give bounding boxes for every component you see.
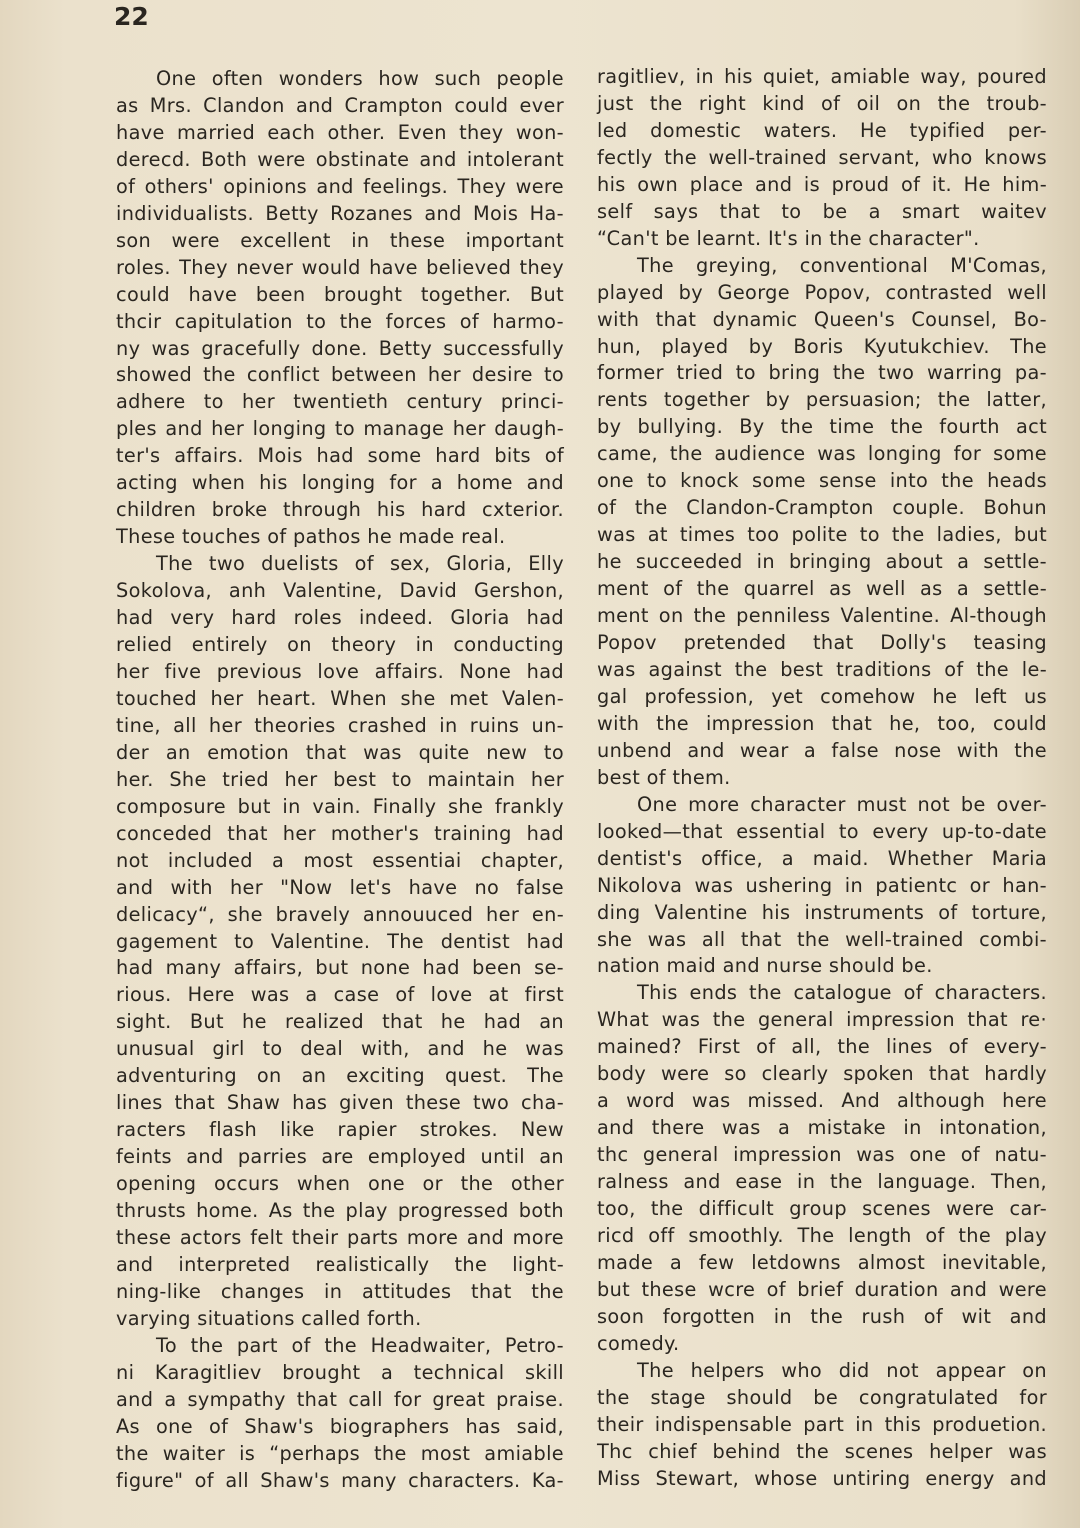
text-line: acting when his longing for a home and (116, 471, 564, 495)
text-line: rents together by persuasion; the latter, (597, 388, 1047, 412)
text-line: tine, all her theories crashed in ruins un- (116, 713, 564, 737)
paragraph (597, 980, 1047, 1357)
text-line: thc general impression was one of natu- (597, 1143, 1047, 1167)
text-line: the waiter is “perhaps the most amiable (116, 1441, 564, 1465)
text-line: adhere to her twentieth century princi- (116, 390, 564, 414)
text-line: lines that Shaw has given these two cha- (116, 1091, 564, 1115)
text-line: was against the best traditions of the le- (597, 657, 1047, 681)
text-line: Nikolova was ushering in patientc or han- (597, 873, 1047, 897)
text-line: her. She tried her best to maintain her (116, 767, 564, 791)
text-line: “Can't be learnt. It's in the character". (597, 226, 980, 250)
text-line: unusual girl to deal with, and he was (116, 1037, 564, 1061)
text-line: had very hard roles indeed. Gloria had (116, 606, 564, 630)
text-line: he succeeded in bringing about a settle- (597, 550, 1047, 574)
text-line: was at times too polite to the ladies, but (597, 523, 1047, 547)
paragraph (116, 551, 564, 1333)
text-line: played by George Popov, contrasted well (597, 280, 1047, 304)
text-line: and there was a mistake in intonation, (597, 1116, 1047, 1140)
text-line: self says that to be a smart waitev (597, 199, 1047, 223)
text-line: best of them. (597, 765, 731, 789)
text-line: Popov pretended that Dolly's teasing (597, 631, 1047, 655)
text-line: ding Valentine his instruments of torture, (597, 900, 1047, 924)
text-line: hun, played by Boris Kyutukchiev. The (597, 334, 1047, 358)
text-line: One often wonders how such people (156, 67, 564, 90)
text-line: This ends the catalogue of characters. (637, 981, 1047, 1005)
text-line: dentist's office, a maid. Whether Maria (597, 846, 1047, 870)
text-line: his own place and is proud of it. He him- (597, 172, 1047, 196)
right-column (597, 64, 1047, 1493)
text-line: and a sympathy that call for great praise. (116, 1387, 564, 1411)
text-line: The greying, conventional M'Comas, (637, 253, 1047, 277)
text-line: thcir capitulation to the forces of harmo- (116, 309, 564, 333)
text-line: but these wcre of brief duration and were (597, 1277, 1047, 1301)
text-line: Sokolova, anh Valentine, David Gershon, (116, 579, 564, 603)
text-line: son were excellent in these important (116, 228, 564, 252)
text-line: ny was gracefully done. Betty successfully (116, 336, 564, 360)
text-line: her five previous love affairs. None had (116, 659, 564, 683)
text-line: their indispensable part in this produetion. (597, 1412, 1047, 1436)
text-line: thrusts home. As the play progressed both (116, 1199, 564, 1223)
text-line: ragitliev, in his quiet, amiable way, poured (597, 65, 1047, 88)
text-line: children broke through his hard cxterior. (116, 498, 564, 522)
text-line: led domestic waters. He typified per- (597, 118, 1047, 142)
paragraph (597, 792, 1047, 981)
text-line: showed the conflict between her desire to (116, 363, 564, 387)
text-line: as Mrs. Clandon and Crampton could ever (116, 93, 564, 117)
text-line: not included a most essentiai chapter, (116, 848, 564, 872)
text-line: and with her "Now let's have no false (116, 875, 564, 899)
text-line: could have been brought together. But (116, 282, 564, 306)
text-line: These touches of pathos he made real. (116, 525, 506, 549)
text-line: der an emotion that was quite new to (116, 740, 564, 764)
text-line: varying situations called forth. (116, 1306, 422, 1330)
text-line: ment of the quarrel as well as a settle- (597, 577, 1047, 601)
text-line: body were so clearly spoken that hardly (597, 1062, 1047, 1086)
text-line: relied entirely on theory in conducting (116, 633, 564, 657)
text-line: just the right kind of oil on the troub- (597, 91, 1047, 115)
text-line: of the Clandon-Crampton couple. Bohun (597, 496, 1047, 520)
text-line: ralness and ease in the language. Then, (597, 1170, 1047, 1194)
paragraph (116, 1333, 564, 1495)
text-line: have married each other. Even they won- (116, 120, 564, 144)
text-line: touched her heart. When she met Valen- (116, 686, 564, 710)
text-line: too, the difficult group scenes were car- (597, 1197, 1047, 1221)
text-line: ning-like changes in attitudes that the (116, 1279, 564, 1303)
text-line: To the part of the Headwaiter, Petro- (156, 1333, 564, 1357)
paragraph (116, 66, 564, 551)
text-line: ples and her longing to manage her daugh- (116, 417, 564, 441)
text-line: by bullying. By the time the fourth act (597, 415, 1047, 439)
paragraph (597, 64, 1047, 253)
text-line: ter's affairs. Mois had some hard bits of (116, 444, 564, 468)
text-line: racters flash like rapier strokes. New (116, 1118, 564, 1142)
text-line: One more character must not be over- (637, 792, 1047, 816)
text-line: ricd off smoothly. The length of the play (597, 1223, 1047, 1247)
text-line: What was the general impression that re· (597, 1008, 1047, 1032)
text-line: As one of Shaw's biographers has said, (116, 1414, 564, 1438)
paragraph (597, 1358, 1047, 1493)
text-line: soon forgotten in the rush of wit and (597, 1304, 1047, 1328)
text-line: comedy. (597, 1331, 680, 1355)
text-line: looked—that essential to every up-to-date (597, 819, 1047, 843)
text-line: derecd. Both were obstinate and intolerant (116, 147, 564, 171)
text-line: a word was missed. And although here (597, 1089, 1047, 1113)
text-line: conceded that her mother's training had (116, 821, 564, 845)
page-number: 22 (114, 2, 149, 31)
text-line: unbend and wear a false nose with the (597, 738, 1047, 762)
text-line: figure" of all Shaw's many characters. Ka- (116, 1468, 564, 1492)
text-line: mained? First of all, the lines of every- (597, 1035, 1047, 1059)
text-line: had many affairs, but none had been se- (116, 956, 564, 980)
text-line: nation maid and nurse should be. (597, 954, 933, 978)
text-line: she was all that the well-trained combi- (597, 927, 1047, 951)
text-line: individualists. Betty Rozanes and Mois Ha- (116, 201, 564, 225)
text-line: Thc chief behind the scenes helper was (597, 1439, 1047, 1463)
text-line: feints and parries are employed until an (116, 1145, 564, 1169)
text-line: and interpreted realistically the light- (116, 1252, 564, 1276)
text-line: The helpers who did not appear on (637, 1358, 1047, 1382)
text-line: these actors felt their parts more and more (116, 1225, 564, 1249)
text-line: ment on the penniless Valentine. Al-though (597, 604, 1047, 628)
text-line: one to knock some sense into the heads (597, 469, 1047, 493)
text-line: with that dynamic Queen's Counsel, Bo- (597, 307, 1047, 331)
paragraph (597, 253, 1047, 792)
text-line: of others' opinions and feelings. They were (116, 174, 564, 198)
text-line: made a few letdowns almost inevitable, (597, 1250, 1047, 1274)
left-column (116, 66, 564, 1495)
text-line: Miss Stewart, whose untiring energy and (597, 1466, 1047, 1490)
text-line: gagement to Valentine. The dentist had (116, 929, 564, 953)
text-line: opening occurs when one or the other (116, 1172, 564, 1196)
text-line: sight. But he realized that he had an (116, 1010, 564, 1034)
text-line: gal profession, yet comehow he left us (597, 684, 1047, 708)
text-line: former tried to bring the two warring pa- (597, 361, 1047, 385)
text-line: roles. They never would have believed they (116, 255, 564, 279)
text-line: The two duelists of sex, Gloria, Elly (156, 552, 564, 576)
text-line: with the impression that he, too, could (597, 711, 1047, 735)
text-line: delicacy“, she bravely annouuced her en- (116, 902, 564, 926)
text-line: ni Karagitliev brought a technical skill (116, 1360, 564, 1384)
text-line: adventuring on an exciting quest. The (116, 1064, 564, 1088)
text-line: came, the audience was longing for some (597, 442, 1047, 466)
text-line: fectly the well-trained servant, who knows (597, 145, 1047, 169)
text-line: rious. Here was a case of love at first (116, 983, 564, 1007)
text-line: the stage should be congratulated for (597, 1385, 1047, 1409)
text-line: composure but in vain. Finally she frankly (116, 794, 564, 818)
